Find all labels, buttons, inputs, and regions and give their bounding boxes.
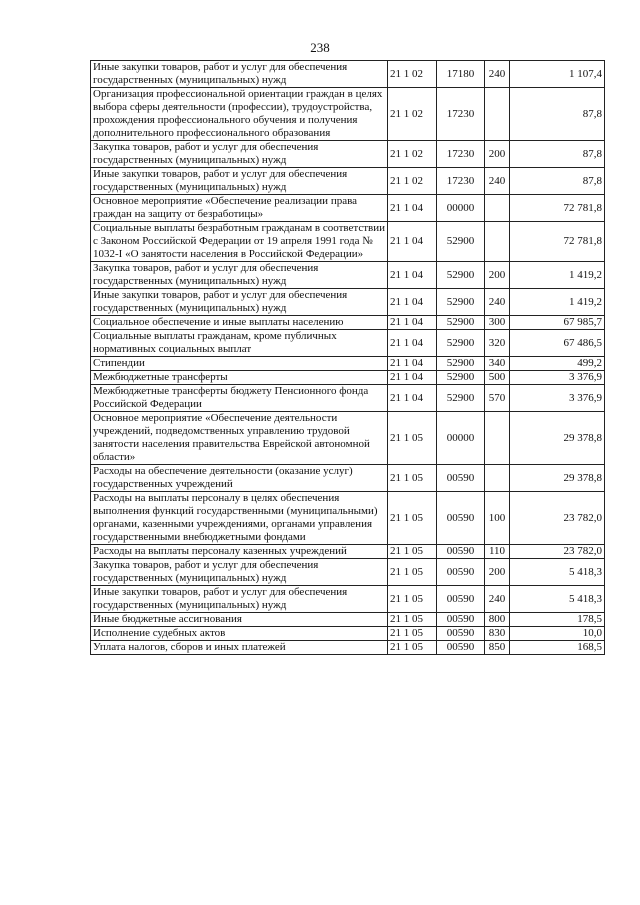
row-name: Межбюджетные трансферты бюджету Пенсионного фонда Российской Федерации bbox=[91, 385, 388, 412]
row-direction-code: 17180 bbox=[437, 61, 485, 88]
row-amount: 67 985,7 bbox=[510, 316, 605, 330]
row-direction-code: 52900 bbox=[437, 262, 485, 289]
row-amount: 87,8 bbox=[510, 141, 605, 168]
row-direction-code: 17230 bbox=[437, 168, 485, 195]
row-program-code: 21 1 05 bbox=[388, 492, 437, 545]
row-expense-type: 340 bbox=[485, 357, 510, 371]
table-row bbox=[91, 316, 605, 330]
row-amount: 72 781,8 bbox=[510, 195, 605, 222]
table-row bbox=[91, 627, 605, 641]
row-program-code: 21 1 05 bbox=[388, 641, 437, 655]
row-program-code: 21 1 04 bbox=[388, 289, 437, 316]
row-name: Иные закупки товаров, работ и услуг для обеспечения государственных (муниципальных) нужд bbox=[91, 586, 388, 613]
table-row bbox=[91, 371, 605, 385]
row-amount: 23 782,0 bbox=[510, 545, 605, 559]
row-direction-code: 00590 bbox=[437, 641, 485, 655]
row-expense-type: 200 bbox=[485, 262, 510, 289]
row-program-code: 21 1 02 bbox=[388, 61, 437, 88]
row-name: Закупка товаров, работ и услуг для обеспечения государственных (муниципальных) нужд bbox=[91, 141, 388, 168]
row-name: Иные закупки товаров, работ и услуг для обеспечения государственных (муниципальных) нужд bbox=[91, 61, 388, 88]
row-name: Межбюджетные трансферты bbox=[91, 371, 388, 385]
row-name: Социальные выплаты безработным гражданам в соответствии с Законом Российской Федерации от 19 апреля 1991 года № 1032-I «О занятости населения в Российской Федерации» bbox=[91, 222, 388, 262]
row-expense-type: 570 bbox=[485, 385, 510, 412]
row-amount: 178,5 bbox=[510, 613, 605, 627]
row-program-code: 21 1 02 bbox=[388, 141, 437, 168]
row-name: Основное мероприятие «Обеспечение реализации права граждан на защиту от безработицы» bbox=[91, 195, 388, 222]
row-expense-type: 320 bbox=[485, 330, 510, 357]
row-program-code: 21 1 05 bbox=[388, 586, 437, 613]
table-row bbox=[91, 289, 605, 316]
row-program-code: 21 1 02 bbox=[388, 88, 437, 141]
table-row bbox=[91, 586, 605, 613]
table-row bbox=[91, 412, 605, 465]
row-expense-type: 240 bbox=[485, 61, 510, 88]
budget-table bbox=[90, 60, 605, 655]
row-name: Основное мероприятие «Обеспечение деятельности учреждений, подведомственных управлению трудовой занятости населения правительства Еврейской автономной области» bbox=[91, 412, 388, 465]
row-direction-code: 52900 bbox=[437, 357, 485, 371]
row-direction-code: 17230 bbox=[437, 88, 485, 141]
row-amount: 67 486,5 bbox=[510, 330, 605, 357]
row-amount: 87,8 bbox=[510, 88, 605, 141]
row-direction-code: 00590 bbox=[437, 492, 485, 545]
row-name: Иные закупки товаров, работ и услуг для обеспечения государственных (муниципальных) нужд bbox=[91, 168, 388, 195]
table-row bbox=[91, 613, 605, 627]
row-program-code: 21 1 04 bbox=[388, 195, 437, 222]
table-row bbox=[91, 357, 605, 371]
row-program-code: 21 1 05 bbox=[388, 613, 437, 627]
row-amount: 23 782,0 bbox=[510, 492, 605, 545]
row-name: Закупка товаров, работ и услуг для обеспечения государственных (муниципальных) нужд bbox=[91, 559, 388, 586]
row-amount: 499,2 bbox=[510, 357, 605, 371]
row-expense-type: 850 bbox=[485, 641, 510, 655]
table-row bbox=[91, 141, 605, 168]
table-row bbox=[91, 465, 605, 492]
table-row bbox=[91, 330, 605, 357]
row-expense-type: 300 bbox=[485, 316, 510, 330]
table-row bbox=[91, 61, 605, 88]
row-name: Социальные выплаты гражданам, кроме публичных нормативных социальных выплат bbox=[91, 330, 388, 357]
row-expense-type: 200 bbox=[485, 141, 510, 168]
row-program-code: 21 1 04 bbox=[388, 262, 437, 289]
row-direction-code: 52900 bbox=[437, 289, 485, 316]
table-row bbox=[91, 559, 605, 586]
row-direction-code: 00590 bbox=[437, 586, 485, 613]
row-program-code: 21 1 04 bbox=[388, 357, 437, 371]
row-amount: 168,5 bbox=[510, 641, 605, 655]
row-expense-type: 200 bbox=[485, 559, 510, 586]
row-program-code: 21 1 04 bbox=[388, 330, 437, 357]
row-direction-code: 00000 bbox=[437, 195, 485, 222]
row-name: Организация профессиональной ориентации граждан в целях выбора сферы деятельности (профессии), трудоустройства, прохождения профессионального обучения и получения дополнительного профессионального образования bbox=[91, 88, 388, 141]
row-program-code: 21 1 04 bbox=[388, 316, 437, 330]
row-program-code: 21 1 05 bbox=[388, 465, 437, 492]
table-row bbox=[91, 385, 605, 412]
row-direction-code: 00000 bbox=[437, 412, 485, 465]
row-amount: 10,0 bbox=[510, 627, 605, 641]
budget-table-body bbox=[91, 61, 605, 655]
row-expense-type bbox=[485, 195, 510, 222]
row-name: Уплата налогов, сборов и иных платежей bbox=[91, 641, 388, 655]
page-number: 238 bbox=[310, 40, 330, 55]
table-row bbox=[91, 168, 605, 195]
row-name: Расходы на выплаты персоналу в целях обеспечения выполнения функций государственными (муниципальными) органами, казенными учреждениями, органами управления государственными внебюджетными фондами bbox=[91, 492, 388, 545]
row-name: Расходы на обеспечение деятельности (оказание услуг) государственных учреждений bbox=[91, 465, 388, 492]
row-expense-type: 240 bbox=[485, 289, 510, 316]
row-program-code: 21 1 04 bbox=[388, 385, 437, 412]
row-amount: 29 378,8 bbox=[510, 465, 605, 492]
row-expense-type: 800 bbox=[485, 613, 510, 627]
row-expense-type: 110 bbox=[485, 545, 510, 559]
row-direction-code: 00590 bbox=[437, 613, 485, 627]
row-amount: 3 376,9 bbox=[510, 385, 605, 412]
row-expense-type bbox=[485, 222, 510, 262]
row-name: Стипендии bbox=[91, 357, 388, 371]
row-name: Иные бюджетные ассигнования bbox=[91, 613, 388, 627]
row-direction-code: 52900 bbox=[437, 222, 485, 262]
row-program-code: 21 1 05 bbox=[388, 559, 437, 586]
row-direction-code: 00590 bbox=[437, 559, 485, 586]
table-row bbox=[91, 222, 605, 262]
table-row bbox=[91, 641, 605, 655]
table-row bbox=[91, 88, 605, 141]
row-name: Расходы на выплаты персоналу казенных учреждений bbox=[91, 545, 388, 559]
row-direction-code: 00590 bbox=[437, 545, 485, 559]
row-amount: 3 376,9 bbox=[510, 371, 605, 385]
row-expense-type: 830 bbox=[485, 627, 510, 641]
row-name: Иные закупки товаров, работ и услуг для обеспечения государственных (муниципальных) нужд bbox=[91, 289, 388, 316]
row-program-code: 21 1 05 bbox=[388, 627, 437, 641]
row-direction-code: 00590 bbox=[437, 627, 485, 641]
row-expense-type: 100 bbox=[485, 492, 510, 545]
row-direction-code: 17230 bbox=[437, 141, 485, 168]
row-direction-code: 00590 bbox=[437, 465, 485, 492]
row-program-code: 21 1 05 bbox=[388, 412, 437, 465]
row-amount: 5 418,3 bbox=[510, 559, 605, 586]
row-expense-type bbox=[485, 88, 510, 141]
row-expense-type: 500 bbox=[485, 371, 510, 385]
table-row bbox=[91, 262, 605, 289]
table-row bbox=[91, 195, 605, 222]
row-program-code: 21 1 04 bbox=[388, 222, 437, 262]
row-program-code: 21 1 04 bbox=[388, 371, 437, 385]
row-expense-type: 240 bbox=[485, 168, 510, 195]
row-direction-code: 52900 bbox=[437, 371, 485, 385]
row-name: Социальное обеспечение и иные выплаты населению bbox=[91, 316, 388, 330]
table-row bbox=[91, 492, 605, 545]
row-name: Исполнение судебных актов bbox=[91, 627, 388, 641]
row-direction-code: 52900 bbox=[437, 330, 485, 357]
row-direction-code: 52900 bbox=[437, 316, 485, 330]
row-expense-type: 240 bbox=[485, 586, 510, 613]
row-direction-code: 52900 bbox=[437, 385, 485, 412]
row-expense-type bbox=[485, 465, 510, 492]
row-name: Закупка товаров, работ и услуг для обеспечения государственных (муниципальных) нужд bbox=[91, 262, 388, 289]
row-amount: 1 107,4 bbox=[510, 61, 605, 88]
row-amount: 1 419,2 bbox=[510, 289, 605, 316]
row-expense-type bbox=[485, 412, 510, 465]
row-amount: 87,8 bbox=[510, 168, 605, 195]
row-amount: 1 419,2 bbox=[510, 262, 605, 289]
table-row bbox=[91, 545, 605, 559]
row-program-code: 21 1 02 bbox=[388, 168, 437, 195]
row-amount: 72 781,8 bbox=[510, 222, 605, 262]
row-program-code: 21 1 05 bbox=[388, 545, 437, 559]
row-amount: 29 378,8 bbox=[510, 412, 605, 465]
row-amount: 5 418,3 bbox=[510, 586, 605, 613]
